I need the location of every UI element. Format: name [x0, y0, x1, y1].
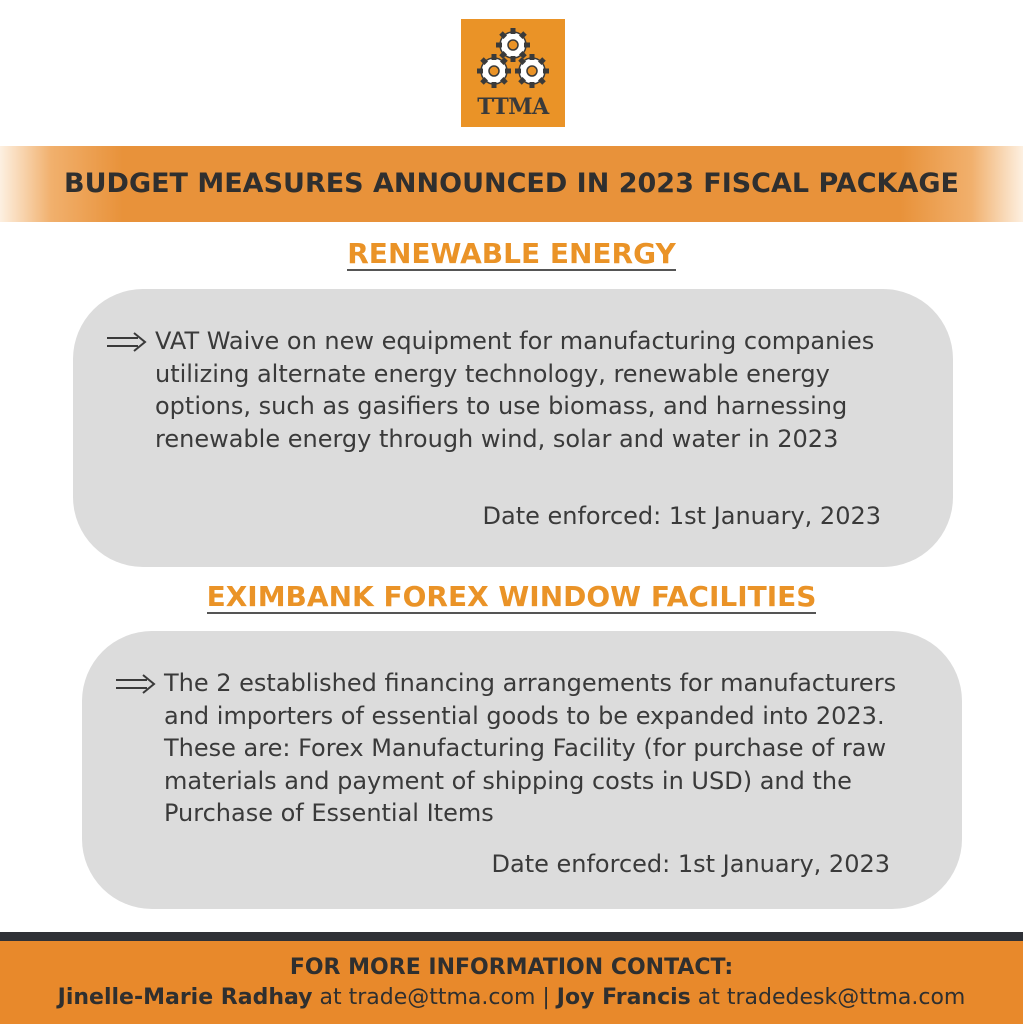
measure-card-renewable-energy	[73, 289, 953, 567]
measure-card-eximbank	[82, 631, 962, 909]
logo-text: TTMA	[477, 94, 549, 120]
title-banner	[0, 146, 1023, 222]
double-arrow-right-icon	[106, 331, 148, 353]
footer	[0, 941, 1023, 1024]
measure-description: The 2 established financing arrangements for manufacturers and importers of essential goods to be expanded into 2023. These are: Forex Manufacturing Facility (for purchase of raw materials and payment of shipping costs in USD) and the Purchase of Essential Items	[164, 669, 897, 827]
contact-email-link[interactable]: tradedesk@ttma.com	[726, 985, 966, 1010]
contact-email-link[interactable]: trade@ttma.com	[348, 985, 536, 1010]
contact-connector: at	[690, 985, 727, 1010]
section-heading-text: EXIMBANK FOREX WINDOW FACILITIES	[206, 580, 817, 613]
contact-name: Joy Francis	[556, 985, 691, 1010]
footer-divider	[0, 932, 1023, 941]
footer-contacts	[0, 985, 1023, 1010]
contact-separator: |	[535, 985, 557, 1010]
page-title: BUDGET MEASURES ANNOUNCED IN 2023 FISCAL PACKAGE	[64, 168, 959, 199]
date-enforced: Date enforced: 1st January, 2023	[482, 502, 881, 530]
double-arrow-right-icon	[115, 673, 157, 695]
date-enforced: Date enforced: 1st January, 2023	[491, 850, 890, 878]
section-heading-renewable-energy	[0, 237, 1023, 271]
contact-name: Jinelle-Marie Radhay	[57, 985, 313, 1010]
footer-heading: FOR MORE INFORMATION CONTACT:	[289, 955, 734, 980]
section-heading-text: RENEWABLE ENERGY	[347, 237, 676, 270]
measure-description: VAT Waive on new equipment for manufacturing companies utilizing alternate energy technology, renewable energy options, such as gasifiers to use biomass, and harnessing renewable energy through wind, solar and water in 2023	[155, 327, 875, 453]
section-heading-eximbank	[0, 580, 1023, 614]
contact-connector: at	[312, 985, 349, 1010]
ttma-logo	[461, 19, 565, 127]
